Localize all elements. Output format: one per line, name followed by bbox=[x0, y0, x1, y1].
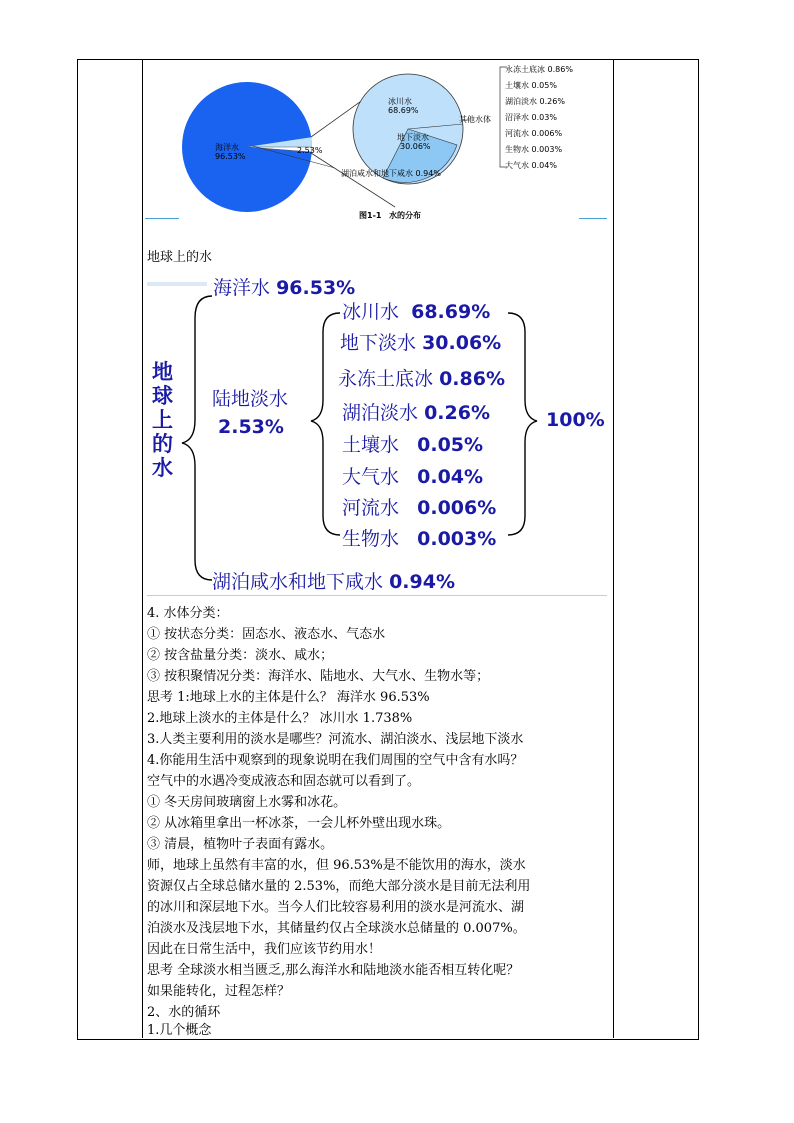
fresh-item bbox=[342, 398, 490, 425]
fresh-item-value: 0.003% bbox=[417, 528, 497, 550]
fresh-item bbox=[342, 493, 496, 520]
fresh-item bbox=[342, 297, 490, 324]
fresh-item-label: 河流水 bbox=[342, 497, 400, 519]
body-line: 1.几个概念 bbox=[147, 1023, 212, 1038]
fresh-item-label: 大气水 bbox=[342, 466, 400, 488]
other-item: 生物水 0.003% bbox=[505, 145, 563, 154]
section-heading: 地球上的水 bbox=[147, 250, 213, 265]
fresh-item bbox=[342, 430, 483, 457]
ocean-node-label: 海洋水 bbox=[213, 277, 271, 299]
fresh-item-value: 0.05% bbox=[417, 434, 484, 456]
total-value: 100% bbox=[546, 409, 605, 431]
fresh-item bbox=[340, 328, 501, 355]
other-item: 湖泊淡水 0.26% bbox=[505, 97, 565, 106]
salt-node bbox=[212, 567, 455, 594]
section-divider bbox=[147, 595, 607, 596]
other-item: 沼泽水 0.03% bbox=[505, 113, 557, 122]
ocean-label: 海洋水 bbox=[215, 143, 239, 152]
body-line: 如果能转化，过程怎样？ bbox=[147, 984, 291, 999]
other-label: 其他水体 bbox=[459, 115, 491, 124]
fresh-value: 2.53% bbox=[297, 146, 323, 155]
fresh-node-label: 陆地淡水 bbox=[212, 388, 289, 410]
brace-fresh bbox=[311, 313, 340, 535]
fresh-item-value: 30.06% bbox=[422, 332, 502, 354]
fresh-item-value: 0.04% bbox=[417, 466, 484, 488]
salt-label: 湖泊咸水和地下咸水 0.94% bbox=[341, 169, 441, 178]
fresh-item-value: 0.006% bbox=[417, 497, 497, 519]
body-line: 3.人类主要利用的淡水是哪些？河流水、湖泊淡水、浅层地下淡水 bbox=[147, 732, 524, 747]
ocean-node bbox=[213, 273, 355, 300]
fresh-item-value: 0.26% bbox=[424, 402, 490, 424]
body-line: ② 按含盐量分类：淡水、咸水； bbox=[147, 648, 334, 663]
fresh-node-value: 2.53% bbox=[218, 416, 284, 438]
fresh-item-value: 68.69% bbox=[411, 301, 491, 323]
body-line: 空气中的水遇冷变成液态和固态就可以看到了。 bbox=[147, 774, 421, 789]
body-line: 2.地球上淡水的主体是什么？ 冰川水 1.738% bbox=[147, 711, 413, 726]
fresh-item-label: 湖泊淡水 bbox=[342, 402, 419, 424]
glacier-value: 68.69% bbox=[388, 106, 419, 115]
ocean-node-value: 96.53% bbox=[276, 277, 356, 299]
root-char: 球 bbox=[152, 384, 173, 408]
other-item: 河流水 0.006% bbox=[505, 129, 563, 138]
figure-caption-text: 水的分布 bbox=[389, 211, 421, 220]
body-line: 思考 1:地球上水的主体是什么？ 海洋水 96.53% bbox=[147, 690, 430, 705]
ground-value: 30.06% bbox=[400, 142, 431, 151]
brace-total bbox=[508, 313, 537, 535]
root-char: 的 bbox=[152, 432, 173, 456]
body-line: ③ 按积聚情况分类：海洋水、陆地水、大气水、生物水等； bbox=[147, 669, 490, 684]
ground-label: 地下淡水 bbox=[397, 133, 429, 142]
body-line: 4.你能用生活中观察到的现象说明在我们周围的空气中含有水吗？ bbox=[147, 753, 524, 768]
root-char: 上 bbox=[152, 408, 173, 432]
other-item: 大气水 0.04% bbox=[505, 161, 557, 170]
figure-caption-number: 图1-1 bbox=[359, 211, 382, 220]
fresh-item-label: 冰川水 bbox=[342, 301, 400, 323]
body-line: 的冰川和深层地下水。当今人们比较容易利用的淡水是河流水、湖 bbox=[147, 900, 525, 915]
brace-root bbox=[182, 296, 212, 580]
fresh-item bbox=[342, 524, 496, 551]
root-char: 地 bbox=[152, 360, 173, 384]
body-line: ③ 清晨，植物叶子表面有露水。 bbox=[147, 837, 334, 852]
body-line: ① 按状态分类：固态水、液态水、气态水 bbox=[147, 627, 386, 642]
fresh-item-label: 地下淡水 bbox=[340, 332, 417, 354]
body-line: ① 冬天房间玻璃窗上水雾和冰花。 bbox=[147, 795, 347, 810]
salt-node-label: 湖泊咸水和地下咸水 bbox=[212, 571, 384, 593]
fresh-item-label: 永冻土底冰 bbox=[338, 368, 434, 390]
ocean-value: 96.53% bbox=[215, 152, 246, 161]
body-line: 因此在日常生活中，我们应该节约用水！ bbox=[147, 942, 382, 957]
fresh-item bbox=[338, 364, 505, 391]
fresh-item-label: 土壤水 bbox=[342, 434, 400, 456]
body-line: 泊淡水及浅层地下水，其储量约仅占全球淡水总储量的 0.007%。 bbox=[147, 921, 526, 936]
salt-node-value: 0.94% bbox=[389, 571, 455, 593]
fresh-item bbox=[342, 462, 483, 489]
fresh-item-label: 生物水 bbox=[342, 528, 400, 550]
root-char: 水 bbox=[152, 456, 173, 480]
body-line: 4. 水体分类： bbox=[147, 606, 229, 621]
body-line: 资源仅占全球总储水量的 2.53%，而绝大部分淡水是目前无法利用 bbox=[147, 879, 531, 894]
body-line: 师，地球上虽然有丰富的水，但 96.53%是不能饮用的海水，淡水 bbox=[147, 858, 526, 873]
body-line: ② 从冰箱里拿出一杯冰茶，一会儿杯外壁出现水珠。 bbox=[147, 816, 451, 831]
glacier-label: 冰川水 bbox=[388, 97, 412, 106]
other-item: 永冻土底冰 0.86% bbox=[505, 65, 573, 74]
body-line: 思考 全球淡水相当匮乏,那么海洋水和陆地淡水能否相互转化呢？ bbox=[147, 963, 520, 978]
fresh-item-value: 0.86% bbox=[439, 368, 505, 390]
other-item: 土壤水 0.05% bbox=[505, 81, 557, 90]
body-line: 2、水的循环 bbox=[147, 1005, 221, 1020]
